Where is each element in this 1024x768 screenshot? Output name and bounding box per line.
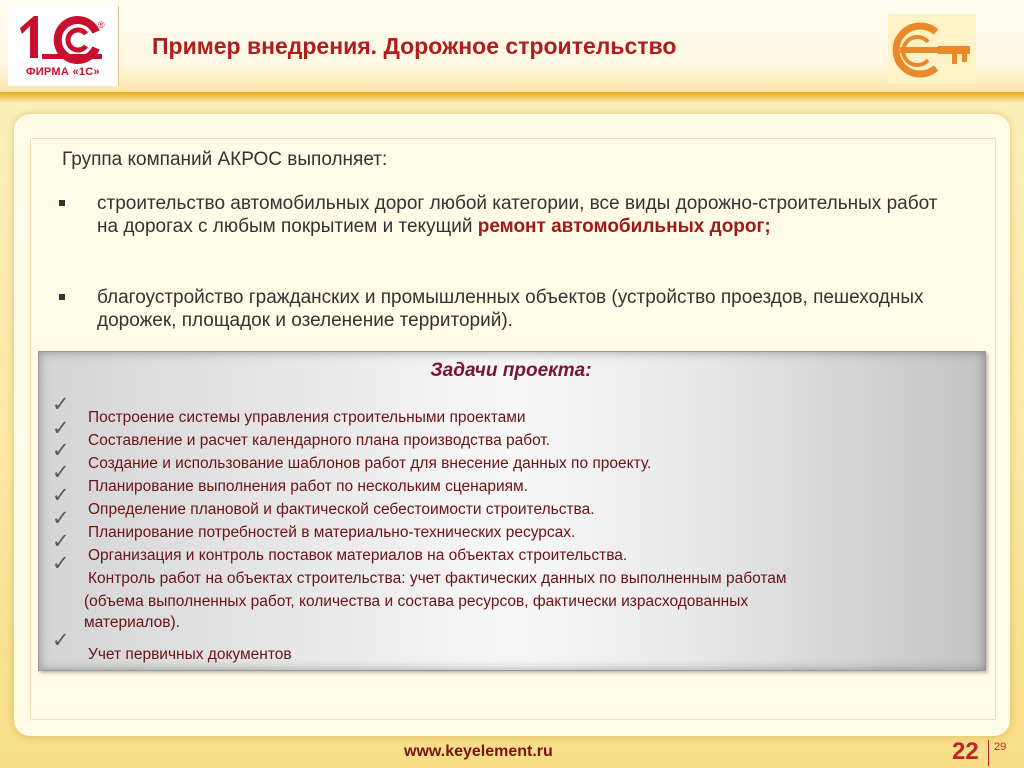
task-item: Создание и использование шаблонов работ для внесение данных по проекту.	[88, 455, 652, 472]
task-item: Организация и контроль поставок материалов на объектах строительства.	[88, 547, 628, 564]
task-item: Построение системы управления строительными проектами	[88, 409, 526, 426]
bullet-text-regular: строительство автомобильных дорог любой категории, все виды дорожно-строительных работ на дорогах с любым покрытием и текущий	[97, 193, 938, 237]
checkmark-icon: ✓	[52, 530, 70, 553]
page-title: Пример внедрения. Дорожное строительство	[152, 33, 677, 59]
header-divider	[0, 92, 1024, 102]
registered-mark: ®	[98, 20, 105, 30]
checkmark-icon: ✓	[52, 417, 70, 440]
task-item: Составление и расчет календарного плана производства работ.	[88, 432, 551, 449]
footer-url-link[interactable]: www.keyelement.ru	[404, 743, 553, 760]
task-item: Определение плановой и фактической себестоимости строительства.	[88, 501, 595, 518]
bullet-marker	[59, 294, 65, 300]
logo-company-name: ФИРМА «1С»	[26, 66, 100, 78]
bullet-marker	[59, 200, 65, 206]
intro-text: Группа компаний АКРОС выполняет:	[62, 149, 388, 170]
slide-number: 22	[952, 738, 979, 765]
task-item: Планирование выполнения работ по нескольким сценариям.	[88, 478, 528, 495]
task-item-continuation: материалов).	[84, 614, 180, 631]
checkmark-icon: ✓	[52, 629, 70, 652]
bullet-text	[97, 286, 957, 332]
bullet-text-regular: благоустройство гражданских и промышленных объектов (устройство проездов, пешеходных дорожек, площадок и озеленение территорий).	[97, 287, 924, 331]
tasks-title: Задачи проекта:	[430, 360, 592, 381]
checkmark-icon: ✓	[52, 461, 70, 484]
task-item: Планирование потребностей в материально-технических ресурсах.	[88, 524, 576, 541]
key-logo-graphic	[888, 14, 976, 84]
checkmark-icon: ✓	[52, 507, 70, 530]
bullet-text-bold: ремонт автомобильных дорог;	[477, 216, 771, 237]
bullet-item	[55, 286, 955, 334]
task-item: Контроль работ на объектах строительства: учет фактических данных по выполненным работам	[88, 570, 787, 587]
bullet-text	[97, 192, 957, 238]
task-item-continuation: (объема выполненных работ, количества и состава ресурсов, фактически израсходованных	[84, 593, 749, 610]
checkmark-icon: ✓	[52, 484, 70, 507]
task-item: Учет первичных документов	[88, 646, 292, 663]
checkmark-icon: ✓	[52, 439, 70, 462]
checkmark-icon: ✓	[52, 393, 70, 416]
checkmark-icon: ✓	[52, 552, 70, 575]
logo-1c-mark-icon	[16, 10, 106, 66]
page-number: 29	[994, 741, 1007, 753]
key-element-logo-icon	[888, 14, 976, 84]
firma-1c-logo	[8, 6, 119, 86]
bullet-item	[55, 192, 955, 264]
footer-divider	[988, 740, 989, 766]
